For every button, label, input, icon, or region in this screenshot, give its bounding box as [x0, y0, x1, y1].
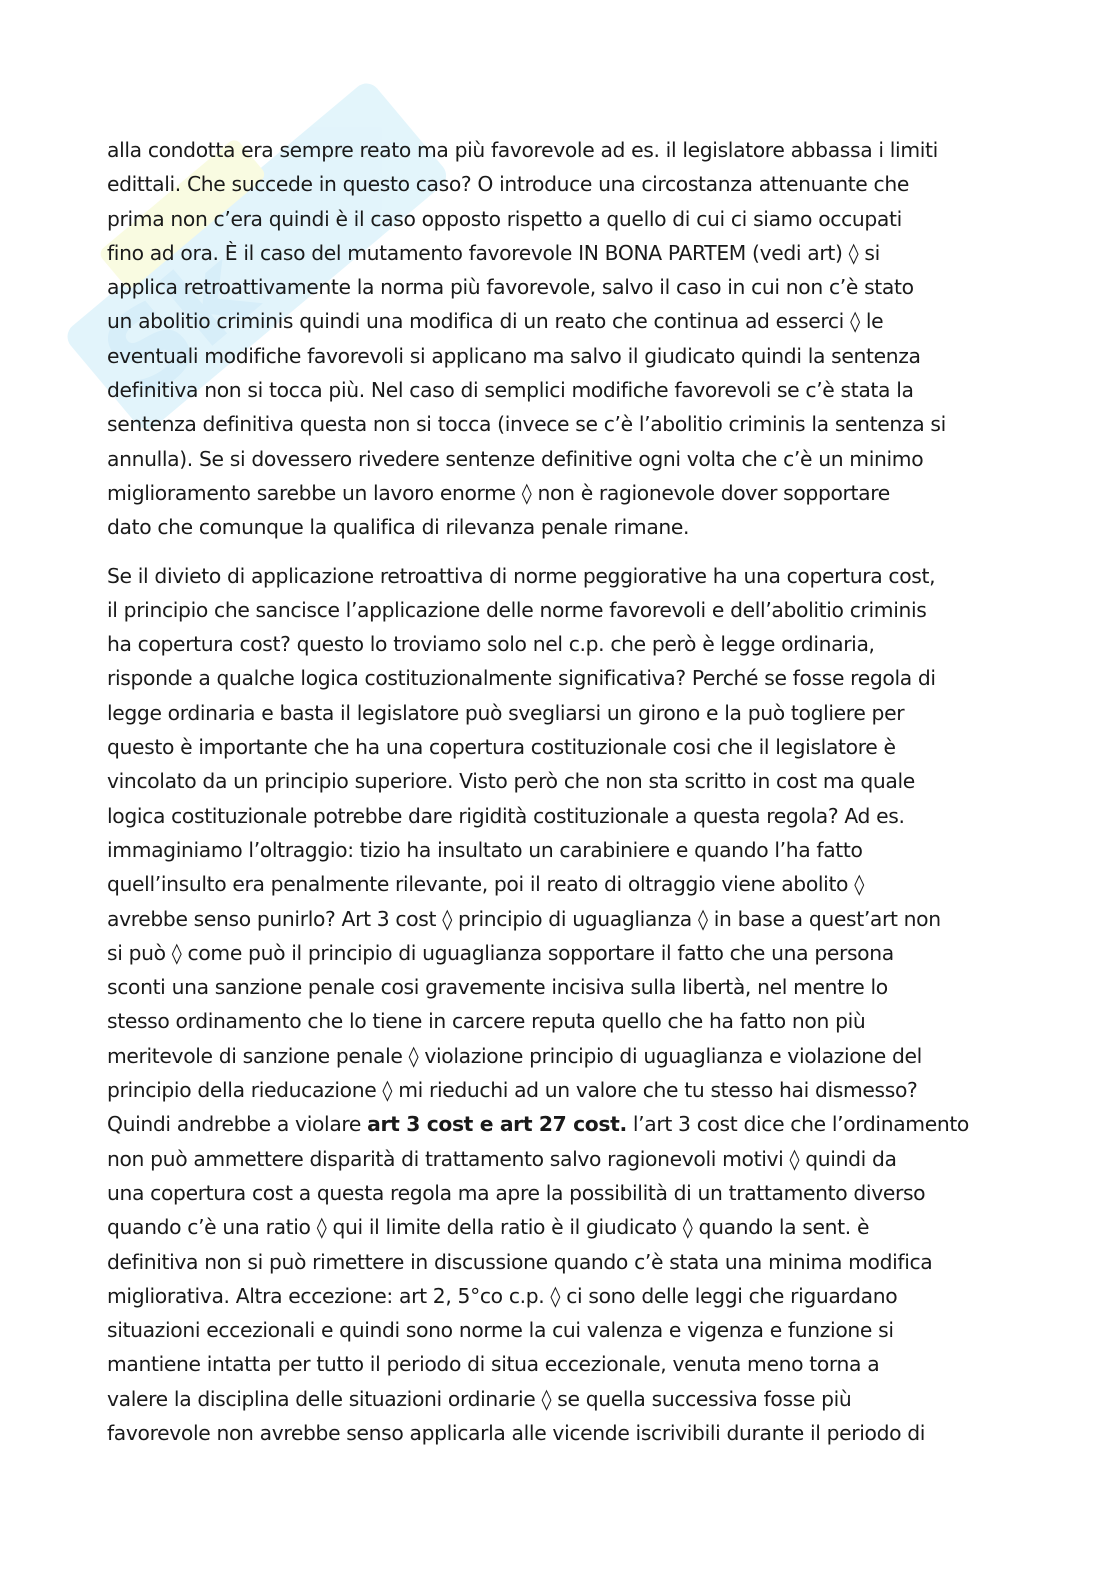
text-segment: sentenza definitiva questa non si tocca (invece se c’è l’abolitio criminis la sentenza si [107, 412, 946, 437]
text-segment: stesso ordinamento che lo tiene in carcere reputa quello che ha fatto non più [107, 1009, 866, 1034]
text-segment: vincolato da un principio superiore. Visto però che non sta scritto in cost ma quale [107, 769, 915, 794]
svg-text:Sk: Sk [79, 226, 279, 423]
text-line [107, 236, 1007, 270]
text-line [107, 764, 1007, 798]
paragraph [107, 559, 1007, 1451]
text-line [107, 661, 1007, 695]
text-line [107, 559, 1007, 593]
text-segment: un abolitio criminis quindi una modifica di un reato che continua ad esserci ◊ le [107, 309, 884, 334]
bold-text: art 3 cost e art 27 cost. [367, 1112, 627, 1137]
text-line [107, 1382, 1007, 1416]
text-segment: applica retroattivamente la norma più favorevole, salvo il caso in cui non c’è stato [107, 275, 914, 300]
text-segment: eventuali modifiche favorevoli si applicano ma salvo il giudicato quindi la sentenza [107, 343, 921, 368]
text-segment: risponde a qualche logica costituzionalmente significativa? Perché se fosse regola di [107, 666, 936, 691]
text-segment: dato che comunque la qualifica di rilevanza penale rimane. [107, 515, 690, 540]
text-line [107, 1039, 1007, 1073]
text-line [107, 442, 1007, 476]
text-segment: immaginiamo l’oltraggio: tizio ha insultato un carabiniere e quando l’ha fatto [107, 837, 863, 862]
text-segment: favorevole non avrebbe senso applicarla alle vicende iscrivibili durante il periodo di [107, 1420, 926, 1445]
text-line [107, 339, 1007, 373]
text-segment: avrebbe senso punirlo? Art 3 cost ◊ principio di uguaglianza ◊ in base a quest’art non [107, 906, 941, 931]
text-segment: questo è importante che ha una copertura costituzionale cosi che il legislatore è [107, 735, 896, 760]
text-line [107, 202, 1007, 236]
text-segment: il principio che sancisce l’applicazione delle norme favorevoli e dell’abolitio criminis [107, 597, 927, 622]
text-segment: mantiene intatta per tutto il periodo di situa eccezionale, venuta meno torna a [107, 1352, 880, 1377]
text-line [107, 270, 1007, 304]
text-line [107, 1279, 1007, 1313]
text-segment: non può ammettere disparità di trattamento salvo ragionevoli motivi ◊ quindi da [107, 1146, 897, 1171]
text-segment: situazioni eccezionali e quindi sono norme la cui valenza e vigenza e funzione si [107, 1318, 894, 1343]
text-segment: valere la disciplina delle situazioni ordinarie ◊ se quella successiva fosse più [107, 1386, 852, 1411]
text-line [107, 833, 1007, 867]
text-line [107, 593, 1007, 627]
text-segment: legge ordinaria e basta il legislatore può svegliarsi un girono e la può togliere per [107, 700, 905, 725]
text-segment: miglioramento sarebbe un lavoro enorme ◊ non è ragionevole dover sopportare [107, 480, 890, 505]
text-line [107, 1245, 1007, 1279]
text-line [107, 902, 1007, 936]
text-line [107, 1347, 1007, 1381]
document-body [107, 133, 1007, 1450]
text-line [107, 167, 1007, 201]
text-segment: sconti una sanzione penale cosi gravemente incisiva sulla libertà, nel mentre lo [107, 975, 888, 1000]
text-line [107, 476, 1007, 510]
text-line [107, 799, 1007, 833]
text-segment: fino ad ora. È il caso del mutamento favorevole IN BONA PARTEM (vedi art) ◊ si [107, 240, 880, 265]
text-line [107, 1142, 1007, 1176]
text-segment: migliorativa. Altra eccezione: art 2, 5°co c.p. ◊ ci sono delle leggi che riguardano [107, 1283, 898, 1308]
text-segment: definitiva non si può rimettere in discussione quando c’è stata una minima modifica [107, 1249, 933, 1274]
text-segment: l’art 3 cost dice che l’ordinamento [626, 1112, 969, 1137]
text-line [107, 1107, 1007, 1141]
text-segment: una copertura cost a questa regola ma apre la possibilità di un trattamento diverso [107, 1180, 926, 1205]
text-line [107, 1004, 1007, 1038]
text-segment: quando c’è una ratio ◊ qui il limite della ratio è il giudicato ◊ quando la sent. è [107, 1215, 870, 1240]
text-line [107, 970, 1007, 1004]
text-line [107, 936, 1007, 970]
text-segment: principio della rieducazione ◊ mi rieduchi ad un valore che tu stesso hai dismesso? [107, 1078, 918, 1103]
text-line [107, 373, 1007, 407]
text-segment: meritevole di sanzione penale ◊ violazione principio di uguaglianza e violazione del [107, 1043, 922, 1068]
text-line [107, 304, 1007, 338]
text-segment: edittali. Che succede in questo caso? O introduce una circostanza attenuante che [107, 172, 909, 197]
text-line [107, 1073, 1007, 1107]
text-line [107, 407, 1007, 441]
text-line [107, 696, 1007, 730]
paragraph [107, 133, 1007, 545]
text-line [107, 730, 1007, 764]
text-segment: alla condotta era sempre reato ma più favorevole ad es. il legislatore abbassa i limiti [107, 138, 938, 162]
text-segment: si può ◊ come può il principio di uguaglianza sopportare il fatto che una persona [107, 940, 894, 965]
text-line [107, 627, 1007, 661]
text-line [107, 1210, 1007, 1244]
text-segment: prima non c’era quindi è il caso opposto rispetto a quello di cui ci siamo occupati [107, 206, 902, 231]
text-segment: Quindi andrebbe a violare [107, 1112, 368, 1137]
text-line [107, 1313, 1007, 1347]
text-segment: quell’insulto era penalmente rilevante, poi il reato di oltraggio viene abolito ◊ [107, 872, 864, 897]
text-line [107, 1176, 1007, 1210]
text-line [107, 133, 1007, 167]
text-segment: logica costituzionale potrebbe dare rigidità costituzionale a questa regola? Ad es. [107, 803, 905, 828]
text-line [107, 867, 1007, 901]
text-segment: definitiva non si tocca più. Nel caso di semplici modifiche favorevoli se c’è stata la [107, 378, 914, 403]
text-line [107, 1416, 1007, 1450]
text-line [107, 510, 1007, 544]
text-segment: ha copertura cost? questo lo troviamo solo nel c.p. che però è legge ordinaria, [107, 632, 875, 657]
text-segment: Se il divieto di applicazione retroattiva di norme peggiorative ha una copertura cost, [107, 563, 936, 588]
text-segment: annulla). Se si dovessero rivedere sentenze definitive ogni volta che c’è un minimo [107, 446, 924, 471]
